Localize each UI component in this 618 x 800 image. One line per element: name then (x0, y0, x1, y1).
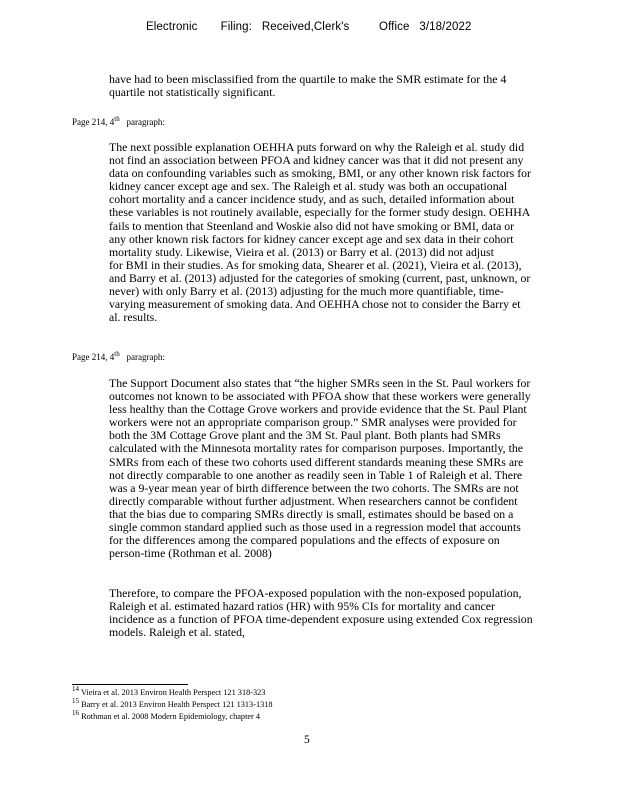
text-line: both the 3M Cottage Grove plant and the 3M St. Paul plant. Both plants had SMRs (109, 428, 501, 443)
text-line: single common standard applied such as those used in a regression model that accounts (109, 520, 521, 535)
text-line: models. Raleigh et al. stated, (109, 625, 245, 640)
ref-sup: th (114, 115, 120, 123)
ref-label: paragraph: (126, 352, 165, 362)
text-line: for BMI in their studies. As for smoking data, Shearer et al. (2021), Vieira et al. (2013), (109, 257, 522, 272)
page-number: 5 (304, 734, 310, 746)
filing-header (146, 21, 471, 33)
ref-sup: th (114, 350, 120, 358)
footnote (72, 685, 266, 698)
text-line: data on confounding variables such as smoking, BMI, or any other known risk factors for (109, 166, 531, 181)
text-line: Therefore, to compare the PFOA-exposed population with the non-exposed population, (109, 586, 522, 600)
text-line: any other known risk factors for kidney cancer except age and sex data in their cohort (109, 231, 514, 246)
footnote-text: Vieira et al. 2013 Environ Health Perspect 121 318-323 (80, 688, 266, 697)
header-filing: Filing: (220, 21, 252, 33)
header-date: 3/18/2022 (419, 21, 472, 33)
text-line: fails to mention that Steenland and Woskie also did not have smoking or BMI, data or (109, 218, 515, 233)
page-reference (72, 352, 165, 362)
text-line: never) with only Barry et al. (2013) adjusting for the much more quantifiable, time- (109, 284, 504, 299)
paragraph-2 (109, 377, 599, 560)
footnote-number: 16 (72, 709, 79, 718)
text-line: person-time (Rothman et al. 2008) (109, 546, 272, 561)
header-received: Received,Clerk's (261, 21, 350, 33)
footnote-text: Rothman et al. 2008 Modern Epidemiology, chapter 4 (81, 712, 261, 721)
paragraph-1 (109, 141, 599, 324)
text-line: directly comparable without further adjustment. When researchers cannot be confident (109, 493, 518, 508)
ref-page: Page 214, 4 (72, 352, 115, 362)
text-line: kidney cancer except age and sex. The Raleigh et al. study was both an occupational (109, 179, 508, 194)
footnote (72, 697, 273, 710)
text-line: that the bias due to comparing SMRs directly is small, estimates should be based on a (109, 506, 514, 521)
text-line: Raleigh et al. estimated hazard ratios (HR) with 95% CIs for mortality and cancer (109, 599, 495, 614)
text-line: outcomes not known to be associated with PFOA show that these workers were generally (109, 389, 531, 404)
text-line: calculated with the Minnesota mortality rates for comparison purposes. Importantly, the (109, 441, 523, 456)
ref-page: Page 214, 4 (72, 117, 115, 127)
header-office: Office (379, 21, 410, 33)
footnote-divider (72, 684, 188, 685)
header-electronic: Electronic (146, 21, 198, 33)
text-line: these variables is not routinely available, especially for the former study design. OEHHA (109, 205, 531, 220)
text-line: and Barry et al. (2013) adjusted for the categories of smoking (current, past, unknown, or (109, 270, 531, 285)
text-line: SMRs from each of these two cohorts used different standards meaning these SMRs are (109, 454, 524, 469)
footnote (72, 709, 261, 722)
text-line: incidence as a function of PFOA time-dependent exposure using extended Cox regression (109, 612, 533, 627)
paragraph-3 (109, 587, 599, 639)
text-line: mortality study. Likewise, Vieira et al. (2013) or Barry et al. (2013) did not adjust (109, 244, 494, 259)
text-line: have had to been misclassified from the quartile to make the SMR estimate for the 4 (109, 72, 507, 86)
text-line: less healthy than the Cottage Grove workers and provide evidence that the St. Paul Plant (109, 402, 527, 417)
text-line: for the differences among the compared populations and the effects of exposure on (109, 533, 500, 548)
page-reference (72, 117, 165, 127)
ref-label: paragraph: (126, 117, 165, 127)
text-line: not directly comparable to one another as readily seen in Table 1 of Raleigh et al. There (109, 467, 523, 482)
text-line: The next possible explanation OEHHA puts forward on why the Raleigh et al. study did (109, 140, 525, 154)
text-line: cohort mortality and a cancer incidence study, and as such, detailed information about (109, 192, 515, 207)
text-line: al. results. (109, 310, 158, 325)
text-line: varying measurement of smoking data. And OEHHA chose not to consider the Barry et (109, 297, 521, 312)
footnote-number: 15 (72, 697, 79, 706)
text-line: was a 9-year mean year of birth difference between the two cohorts. The SMRs are not (109, 480, 519, 495)
text-line: not find an association between PFOA and kidney cancer was that it did not present any (109, 153, 524, 168)
text-line: quartile not statistically significant. (109, 85, 276, 100)
footnote-text: Barry et al. 2013 Environ Health Perspect 121 1313-1318 (81, 700, 273, 709)
intro-text (109, 73, 599, 99)
text-line: workers were not an appropriate comparison group.” SMR analyses were provided for (109, 415, 517, 430)
footnote-number: 14 (72, 685, 79, 694)
text-line: The Support Document also states that “the higher SMRs seen in the St. Paul workers for (109, 376, 531, 390)
